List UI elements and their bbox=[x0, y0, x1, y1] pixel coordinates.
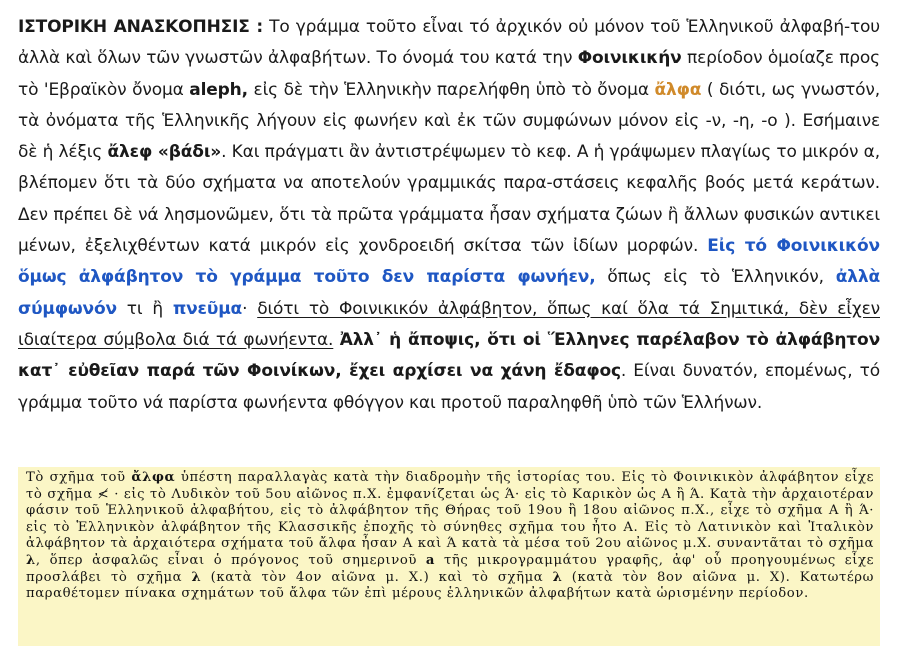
scan-run: Τὸ σχῆμα τοῦ bbox=[26, 470, 132, 485]
text-run: τι ἢ bbox=[116, 298, 173, 319]
scan-glyph: λ bbox=[552, 569, 563, 585]
term-alef-meaning: ἄλεφ «βάδι» bbox=[107, 142, 222, 163]
scan-glyph: λ bbox=[26, 552, 36, 568]
section-heading: ΙΣΤΟΡΙΚΗ ΑΝΑΣΚΟΠΗΣΙΣ : bbox=[18, 17, 264, 37]
scan-term-alpha: ἄλφα bbox=[131, 470, 176, 485]
bold-greeks-sentence: Ἀλλ᾽ ἡ ἄποψις, ὅτι οἱ Ἕλληνες παρέλαβον τὸ ἀλφάβητον κατ᾽ εὐθεῖαν παρά τῶν Φοινίκων, ἔχει αρχίσει να χάνη ἔδαφος bbox=[18, 329, 880, 382]
text-run: εἰς δὲ τὴν Ἑλληνικὴν παρελήφθη ὑπὸ τὸ ὄνομα bbox=[247, 79, 655, 100]
scan-run: (κατὰ τὸν 8ον αἰῶνα μ. Χ). Κατωτέρω παραθέτομεν πίνακα σχημάτων τοῦ ἄλφα τῶν ἐπὶ μέρους ἑλληνικῶν ἀλφαβήτων κατὰ ὡρισμένην περίοδον. bbox=[26, 569, 874, 602]
text-run: ( διότι, ως γνωστόν, τὰ ὀνόματα τῆς Ἑλληνικῆς λήγουν εἰς φωνήεν καὶ ἐκ τῶν συμφώνων μόνον εἰς -ν, -η, -ο ). Εσήμαινε δὲ ἡ λέξις bbox=[18, 79, 881, 163]
scanned-excerpt bbox=[18, 467, 880, 646]
scan-run: ὑπέστη παραλλαγὰς κατὰ τὴν διαδρομὴν τῆς ἱστορίας του. Εἰς τὸ Φοινικικὸν ἀλφάβητον εἶχε τὸ σχῆμα ≮ · εἰς τὸ Λυδικὸν τοῦ 5ου αἰῶνος π.Χ. ἐμφανίζεται ὡς Ά· εἰς τὸ Καρικὸν ὡς Α ἢ Ά. Κατὰ τὴν ἀρχαιοτέραν φάσιν τοῦ Ἑλληνικοῦ ἀλφαβήτου, εἰς τὸ ἀλφάβητον τῆς Θήρας τοῦ 19ου ἢ 18ου αἰῶνος π.Χ., εἶχε τὸ σχῆμα Α ἢ Ά· εἰς τὸ Ἑλληνικὸν ἀλφάβητον τῆς Κλασσικῆς ἐποχῆς τὸ σύνηθες σχῆμα του ἦτο Α. Εἰς τὸ Λατινικὸν καὶ Ἰταλικὸν ἀλφάβητον τὰ ἀρχαιότερα σχήματα τοῦ ἄλφα ἦσαν Α καὶ Ά κατὰ τὰ μέσα τοῦ 2ου αἰῶνος μ.Χ. συναντᾶται τὸ σχῆμα bbox=[26, 470, 875, 552]
highlight-consonant: ἀλλὰ σύμφωνόν bbox=[18, 267, 881, 319]
text-run: . Είναι δυνατόν, επομένως, τό γράμμα τοῦτο νά παρίστα φωνήεντα φθόγγον και προτοῦ παραληφθῆ ὑπὸ τῶν Ἑλλήνων. bbox=[18, 361, 880, 413]
scan-run: τῆς μικρογραμμάτου γραφῆς, ἀφ' οὗ προηγουμένως εἶχε προσλάβει τὸ σχῆμα bbox=[26, 552, 874, 585]
history-paragraph bbox=[18, 12, 880, 419]
highlight-breath: πνεῦμα bbox=[172, 298, 243, 319]
text-run: . Και πράγματι ἂν ἀντιστρέψωμεν τὸ κεφ. Α ἡ γράψωμεν πλαγίως το μικρόν α, βλέπομεν ὅτι τὰ δύο σχήματα να αποτελούν γραμμικάς παρα-στάσεις κεφαλῆς βοός μετά κεράτων. Δεν πρέπει δὲ νά λησμονῶμεν, ὅτι τὰ πρῶτα γράμματα ἦσαν σχήματα ζώων ἢ ἄλλων φυσικών αντικει μένων, ἐξελιχθέντων κατά μικρόν εἰς χονδροειδή σκίτσα τῶν ἰδίων μορφών. bbox=[18, 142, 880, 257]
highlight-phoenician-sentence: Εἰς τό Φοινικικόν ὅμως ἀλφάβητον τὸ γράμμα τοῦτο δεν παρίστα φωνήεν, bbox=[18, 236, 880, 288]
text-run: περίοδον ὁμοίαζε προς τὸ 'Εβραϊκὸν ὄνομα bbox=[18, 48, 880, 100]
term-alpha: ἄλφα bbox=[654, 79, 702, 100]
underlined-semitic-sentence: διότι τὸ Φοινικικόν ἀλφάβητον, ὅπως καί ὅλα τά Σημιτικά, δὲν εἶχεν ιδιαίτερα σύμβολα διά τά φωνήεντα. bbox=[18, 298, 880, 350]
scan-glyph: a bbox=[425, 552, 436, 568]
text-run: Το γράμμα τοῦτο εἶναι τό ἀρχικόν οὐ μόνον τοῦ Ἑλληνικοῦ ἀλφαβή-του ἀλλὰ καὶ ὅλων τῶν γνωστῶν ἀλφαβήτων. Το όνομά του κατά την bbox=[18, 17, 880, 69]
text-run: · bbox=[242, 298, 258, 319]
term-phoenician: Φοινικικήν bbox=[577, 48, 682, 69]
scan-run: (κατὰ τὸν 4ον αἰῶνα μ. Χ.) καὶ τὸ σχῆμα bbox=[201, 569, 553, 585]
text-run: ὅπως εἰς τὸ Ἑλληνικόν, bbox=[595, 267, 836, 288]
scan-glyph: λ bbox=[191, 569, 202, 585]
scan-run: , ὅπερ ἀσφαλῶς εἶναι ὁ πρόγονος τοῦ σημερινοῦ bbox=[35, 552, 426, 568]
scanned-excerpt-text bbox=[26, 470, 874, 603]
term-aleph: aleph, bbox=[189, 79, 248, 100]
